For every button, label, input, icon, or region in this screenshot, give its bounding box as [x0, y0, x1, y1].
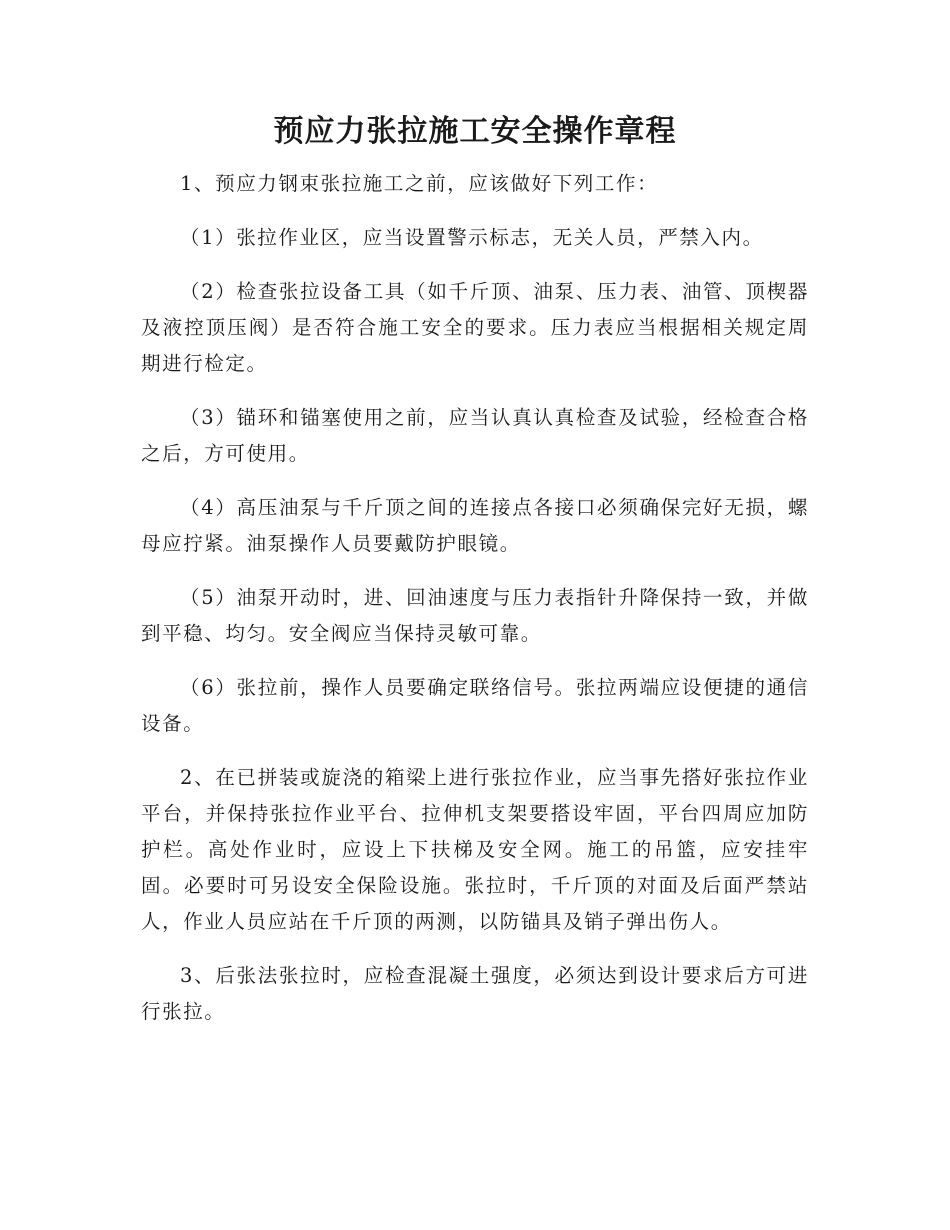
- paragraph-1-2-equipment-check: （2）检查张拉设备工具（如千斤顶、油泵、压力表、油管、顶楔器及液控顶压阀）是否符合施工安全的要求。压力表应当根据相关规定周期进行检定。: [141, 280, 809, 375]
- paragraph-1-5-pump-operation: （5）油泵开动时，进、回油速度与压力表指针升降保持一致，并做到平稳、均匀。安全阀应当保持灵敏可靠。: [141, 586, 809, 645]
- paragraph-1-6-signals: （6）张拉前，操作人员要确定联络信号。张拉两端应设便捷的通信设备。: [141, 676, 809, 735]
- paragraph-2-work-platform: 2、在已拼装或旋浇的箱梁上进行张拉作业，应当事先搭好张拉作业平台，并保持张拉作业平台、拉伸机支架要搭设牢固，平台四周应加防护栏。高处作业时，应设上下扶梯及安全网。施工的吊篮，应安挂牢固。必要时可另设安全保险设施。张拉时，千斤顶的对面及后面严禁站人，作业人员应站在千斤顶的两测，以防锚具及销子弹出伤人。: [141, 766, 809, 933]
- paragraph-3-concrete-strength: 3、后张法张拉时，应检查混凝土强度，必须达到设计要求后方可进行张拉。: [141, 964, 809, 1023]
- paragraph-1-3-anchor-check: （3）锚环和锚塞使用之前，应当认真认真检查及试验，经检查合格之后，方可使用。: [141, 406, 809, 465]
- paragraph-1-1-warning-zone: （1）张拉作业区，应当设置警示标志，无关人员，严禁入内。: [180, 226, 764, 249]
- paragraph-1-4-pump-connection: （4）高压油泵与千斤顶之间的连接点各接口必须确保完好无损，螺母应拧紧。油泵操作人员要戴防护眼镜。: [141, 496, 809, 555]
- document-body: [141, 166, 809, 1030]
- paragraph-1-preparation: 1、预应力钢束张拉施工之前，应该做好下列工作：: [180, 172, 659, 195]
- document-title: 预应力张拉施工安全操作章程: [273, 114, 677, 149]
